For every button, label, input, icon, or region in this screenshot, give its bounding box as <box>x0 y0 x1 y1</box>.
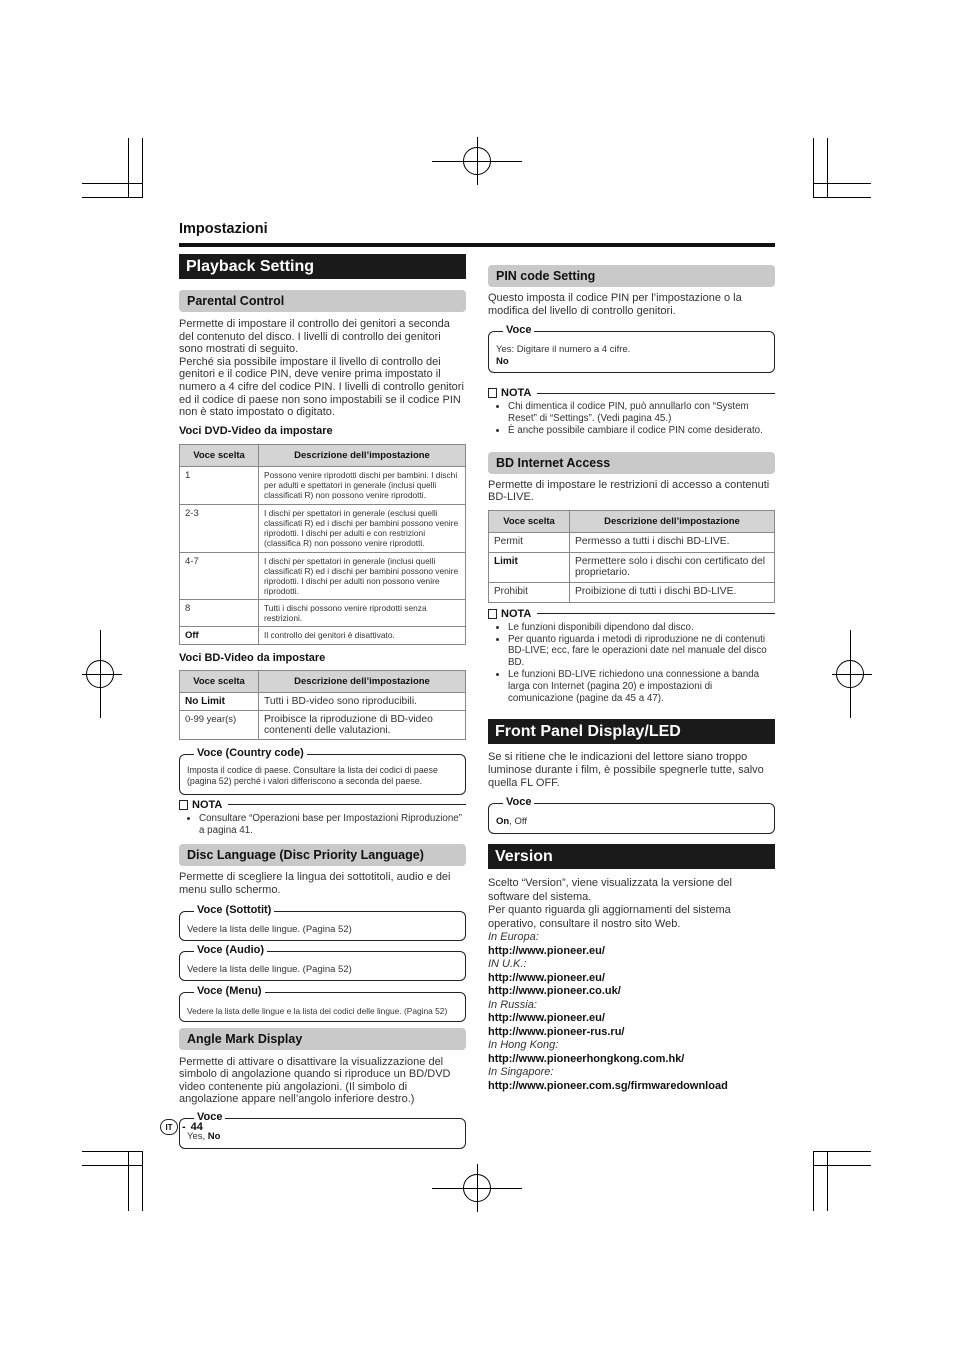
version-intro-1: Scelto “Version”, viene visualizzata la versione del software del sistema. <box>488 877 732 903</box>
table-row <box>180 692 466 710</box>
nota-label: NOTA <box>501 607 532 620</box>
table-row <box>180 599 466 626</box>
nota-list <box>179 813 466 837</box>
region-label: In Singapore: <box>488 1066 554 1079</box>
disc-language-heading: Disc Language (Disc Priority Language) <box>179 844 466 866</box>
table-header: Descrizione dell’impostazione <box>570 510 775 532</box>
list-item: • Le funzioni disponibili dipendono dal disco. <box>508 622 775 634</box>
box-legend: Voce (Sottotit) <box>194 904 274 916</box>
header-rule <box>179 243 775 247</box>
nota-list <box>488 401 775 436</box>
list-item: • Le funzioni BD-LIVE richiedono una connessione a banda larga con Internet (pagina 20) e impostazioni di comunicazione (pagine da 45 a 47). <box>508 669 775 704</box>
table-cell: 0-99 year(s) <box>180 710 259 739</box>
dvd-table-title: Voci DVD-Video da impostare <box>179 424 333 437</box>
table-cell: 4-7 <box>180 552 259 599</box>
table-row <box>180 466 466 504</box>
firmware-link[interactable]: http://www.pioneer.eu/ <box>488 944 605 957</box>
firmware-link[interactable]: http://www.pioneer.eu/ <box>488 971 605 984</box>
table-cell: Permit <box>489 532 570 552</box>
table-row <box>180 626 466 644</box>
list-item: • Per quanto riguarda i metodi di riproduzione ne di contenuti BD-LIVE; ecc, fare le operazioni date nel manuale del disco BD. <box>508 634 775 669</box>
menu-box <box>179 984 466 1022</box>
audio-box <box>179 943 466 981</box>
front-panel-intro: Se si ritiene che le indicazioni del lettore siano troppo luminose durante i film, è possibile spegnerle tutte, salvo quella FL OFF. <box>488 751 764 789</box>
page-sep: - <box>182 1121 186 1133</box>
table-cell: 1 <box>180 466 259 504</box>
region-label: In Europa: <box>488 931 539 944</box>
box-text: Yes: Digitare il numero a 4 cifre. <box>496 344 631 356</box>
note-icon <box>488 388 497 398</box>
version-intro-2: Per quanto riguarda gli aggiornamenti del sistema operativo, consultare il nostro sito Web. <box>488 904 731 930</box>
table-cell: I dischi per spettatori in generale (esclusi quelli classificati R) ed i dischi per bambini possono venire riprodotti. I dischi per adulti e con restrizioni (classifica R) non possono venire riprodotti. <box>259 504 466 552</box>
section-label: Impostazioni <box>179 221 268 237</box>
table-header: Voce scelta <box>489 510 570 532</box>
bd-internet-heading: BD Internet Access <box>488 452 775 474</box>
country-code-box <box>179 746 466 795</box>
table-cell: Prohibit <box>489 582 570 602</box>
nota-header <box>488 608 775 620</box>
front-panel-heading: Front Panel Display/LED <box>488 719 775 744</box>
list-item: • Consultare “Operazioni base per Impostazioni Riproduzione” a pagina 41. <box>199 813 466 837</box>
table-cell: Permesso a tutti i dischi BD-LIVE. <box>570 532 775 552</box>
table-row <box>489 552 775 582</box>
box-text: Vedere la lista delle lingue. (Pagina 52) <box>187 923 352 935</box>
dvd-table <box>179 444 466 645</box>
box-legend: Voce (Country code) <box>194 747 307 759</box>
parental-intro-2: Perché sia possibile impostare il livello di controllo dei genitori e il codice PIN, deve venire prima impostato il numero a 4 cifre del codice PIN. I livelli di controllo genitori ed il codice di paese non sono impostabili se il codice PIN non è stato impostato o digitato. <box>179 355 464 419</box>
table-cell: Limit <box>489 552 570 582</box>
note-icon <box>179 800 188 810</box>
list-item: • Chi dimentica il codice PIN, può annullarlo con “System Reset” di “Settings”. (Vedi pagina 45.) <box>508 401 775 425</box>
region-label: IN U.K.: <box>488 958 527 971</box>
table-row <box>489 582 775 602</box>
table-row <box>489 532 775 552</box>
language-badge: IT <box>160 1119 178 1135</box>
firmware-link[interactable]: http://www.pioneerhongkong.com.hk/ <box>488 1052 685 1065</box>
firmware-link[interactable]: http://www.pioneer.eu/ <box>488 1012 605 1025</box>
parental-control-heading: Parental Control <box>179 290 466 312</box>
box-legend: Voce (Audio) <box>194 944 267 956</box>
firmware-link[interactable]: http://www.pioneer-rus.ru/ <box>488 1025 625 1038</box>
region-label: In Hong Kong: <box>488 1039 559 1052</box>
bd-internet-intro: Permette di impostare le restrizioni di accesso a contenuti BD-LIVE. <box>488 478 770 504</box>
table-cell: Proibisce la riproduzione di BD-video contenenti delle valutazioni. <box>259 710 466 739</box>
nota-label: NOTA <box>192 798 223 811</box>
table-row <box>180 504 466 552</box>
front-panel-voce-box <box>488 796 775 834</box>
firmware-links <box>488 931 775 1093</box>
pin-code-heading: PIN code Setting <box>488 265 775 287</box>
table-cell: Permettere solo i dischi con certificato del proprietario. <box>570 552 775 582</box>
table-header: Voce scelta <box>180 444 259 466</box>
version-heading: Version <box>488 844 775 869</box>
angle-intro: Permette di attivare o disattivare la visualizzazione del simbolo di angolazione quando si riproduce un BD/DVD video contenente più angolazioni. (Il simbolo di angolazione appare nell’angolo inferiore destro.) <box>179 1055 451 1106</box>
box-value: , Off <box>509 816 527 828</box>
parental-intro-1: Permette di impostare il controllo dei genitori a seconda del contenuto del disco. I livelli di controllo dei genitori sono mostrati di seguito. <box>179 318 450 356</box>
box-value-bold: No <box>207 1130 221 1142</box>
box-text: Vedere la lista delle lingue. (Pagina 52) <box>187 963 352 975</box>
table-cell: Il controllo dei genitori è disattivato. <box>259 626 466 644</box>
pin-voce-box <box>488 324 775 373</box>
bd-video-table <box>179 670 466 740</box>
bd-internet-table <box>488 510 775 603</box>
angle-voce-box <box>179 1110 466 1149</box>
pin-intro: Questo imposta il codice PIN per l’impostazione o la modifica del livello di controllo genitori. <box>488 292 742 317</box>
box-text-bold: No <box>496 356 509 368</box>
nota-header <box>488 387 775 399</box>
note-icon <box>488 609 497 619</box>
table-cell: 8 <box>180 599 259 626</box>
box-value-bold: On <box>496 816 510 828</box>
table-cell: Off <box>180 626 259 644</box>
nota-header <box>179 799 466 811</box>
firmware-link[interactable]: http://www.pioneer.com.sg/firmwaredownload <box>488 1079 728 1092</box>
table-cell: 2-3 <box>180 504 259 552</box>
table-cell: Proibizione di tutti i dischi BD-LIVE. <box>570 582 775 602</box>
disc-language-intro: Permette di scegliere la lingua dei sottotitoli, audio e dei menu sullo schermo. <box>179 871 451 896</box>
nota-label: NOTA <box>501 387 532 400</box>
table-cell: Tutti i BD-video sono riproducibili. <box>259 692 466 710</box>
left-column <box>179 254 466 1149</box>
table-row <box>180 710 466 739</box>
region-label: In Russia: <box>488 998 537 1011</box>
table-row <box>180 552 466 599</box>
box-text: Vedere la lista delle lingue e la lista dei codici delle lingue. (Pagina 52) <box>187 1005 448 1016</box>
bd-table-title: Voci BD-Video da impostare <box>179 651 326 664</box>
table-cell: Tutti i dischi possono venire riprodotti senza restrizioni. <box>259 599 466 626</box>
table-cell: I dischi per spettatori in generale (inclusi quelli classificati R) ed i dischi per bambini possono venire riprodotti. I dischi per adulti non possono venire riprodotti. <box>259 552 466 599</box>
page-number <box>160 1119 203 1135</box>
box-legend: Voce <box>503 324 534 336</box>
list-item: • È anche possibile cambiare il codice PIN come desiderato. <box>508 425 775 437</box>
angle-mark-heading: Angle Mark Display <box>179 1028 466 1050</box>
nota-list <box>488 622 775 705</box>
playback-setting-heading: Playback Setting <box>179 254 466 279</box>
table-cell: Possono venire riprodotti dischi per bambini. I dischi per adulti e spettatori in generale (inclusi quelli classificati R) non possono venire riprodotti. <box>259 466 466 504</box>
page-number-value: 44 <box>190 1121 203 1133</box>
table-header: Descrizione dell’impostazione <box>259 670 466 692</box>
box-text: Imposta il codice di paese. Consultare la lista dei codici di paese (pagina 52) perché i valori differiscono a seconda del paese. <box>187 764 438 787</box>
right-column <box>488 265 775 1093</box>
table-header: Descrizione dell’impostazione <box>259 444 466 466</box>
box-value: Yes, <box>187 1130 208 1142</box>
table-cell: No Limit <box>180 692 259 710</box>
box-legend: Voce (Menu) <box>194 985 265 997</box>
box-legend: Voce <box>194 1111 225 1123</box>
box-legend: Voce <box>503 796 534 808</box>
table-header: Voce scelta <box>180 670 259 692</box>
firmware-link[interactable]: http://www.pioneer.co.uk/ <box>488 985 621 998</box>
sottotit-box <box>179 903 466 941</box>
